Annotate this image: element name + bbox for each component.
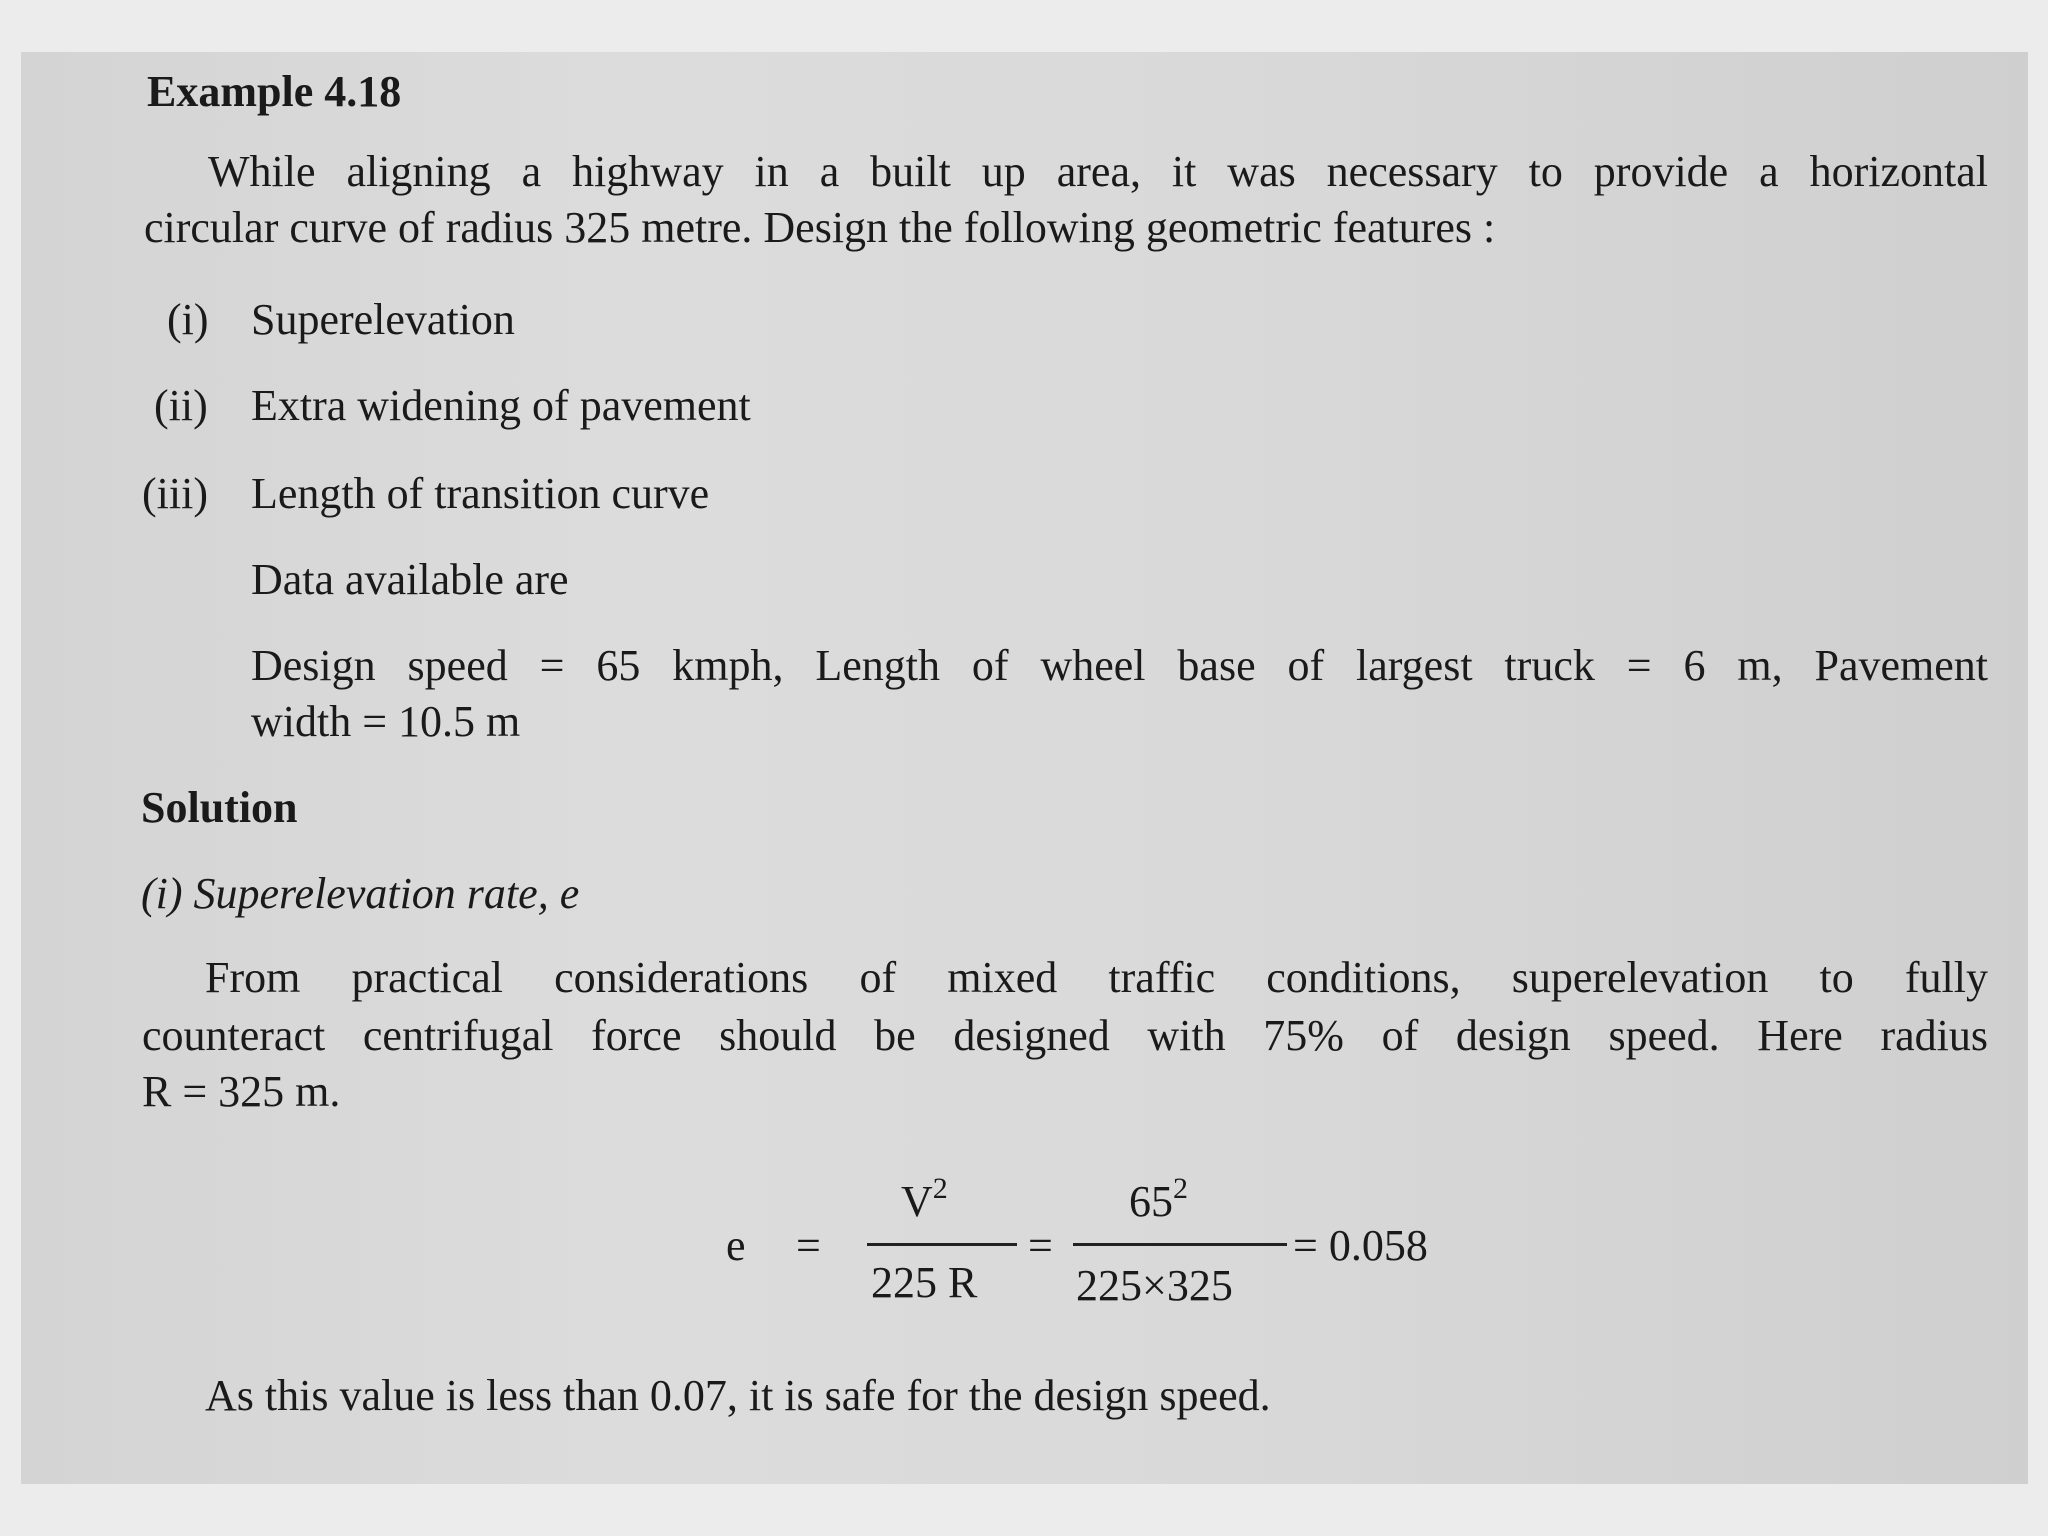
example-title: Example 4.18 [147, 67, 402, 116]
problem-line-2: circular curve of radius 325 metre. Design the following geometric features : [144, 203, 1496, 252]
equation-equals-2: = [1028, 1221, 1053, 1270]
paragraph-line-1: From practical considerations of mixed traffic conditions, superelevation to fully [205, 953, 1988, 1002]
fraction-2-numerator-exponent: 2 [1173, 1172, 1188, 1205]
paragraph-line-2: counteract centrifugal force should be designed with 75% of design speed. Here radius [142, 1011, 1988, 1060]
feature-text-2: Extra widening of pavement [251, 381, 751, 430]
solution-title: Solution [141, 783, 298, 832]
problem-line-1: While aligning a highway in a built up area, it was necessary to provide a horizontal [208, 147, 1988, 196]
fraction-2-denominator: 225×325 [1076, 1261, 1233, 1310]
feature-num-3: (iii) [142, 469, 208, 518]
fraction-2-numerator [1129, 1172, 1188, 1227]
conclusion: As this value is less than 0.07, it is safe for the design speed. [205, 1371, 1271, 1420]
fraction-1-numerator [901, 1172, 948, 1227]
feature-num-1: (i) [167, 295, 209, 344]
fraction-1-numerator-exponent: 2 [932, 1172, 948, 1205]
data-line-1: Design speed = 65 kmph, Length of wheel base of largest truck = 6 m, Pavement [251, 641, 1988, 690]
data-line-2: width = 10.5 m [251, 697, 521, 746]
page [21, 52, 2028, 1484]
fraction-1-numerator-base: V [901, 1177, 933, 1226]
fraction-1-denominator: 225 R [871, 1258, 978, 1307]
equation-result: = 0.058 [1293, 1221, 1428, 1270]
feature-text-1: Superelevation [251, 295, 515, 344]
equation-lhs: e [726, 1221, 746, 1270]
fraction-1-bar [867, 1243, 1017, 1246]
feature-num-2: (ii) [154, 381, 208, 430]
feature-text-3: Length of transition curve [251, 469, 710, 518]
paragraph-line-3: R = 325 m. [142, 1067, 341, 1116]
data-intro: Data available are [251, 555, 569, 604]
subheading-superelevation: (i) Superelevation rate, e [141, 869, 580, 918]
fraction-2-bar [1073, 1243, 1287, 1246]
equation-equals-1: = [796, 1221, 821, 1270]
fraction-2-numerator-base: 65 [1129, 1177, 1173, 1226]
